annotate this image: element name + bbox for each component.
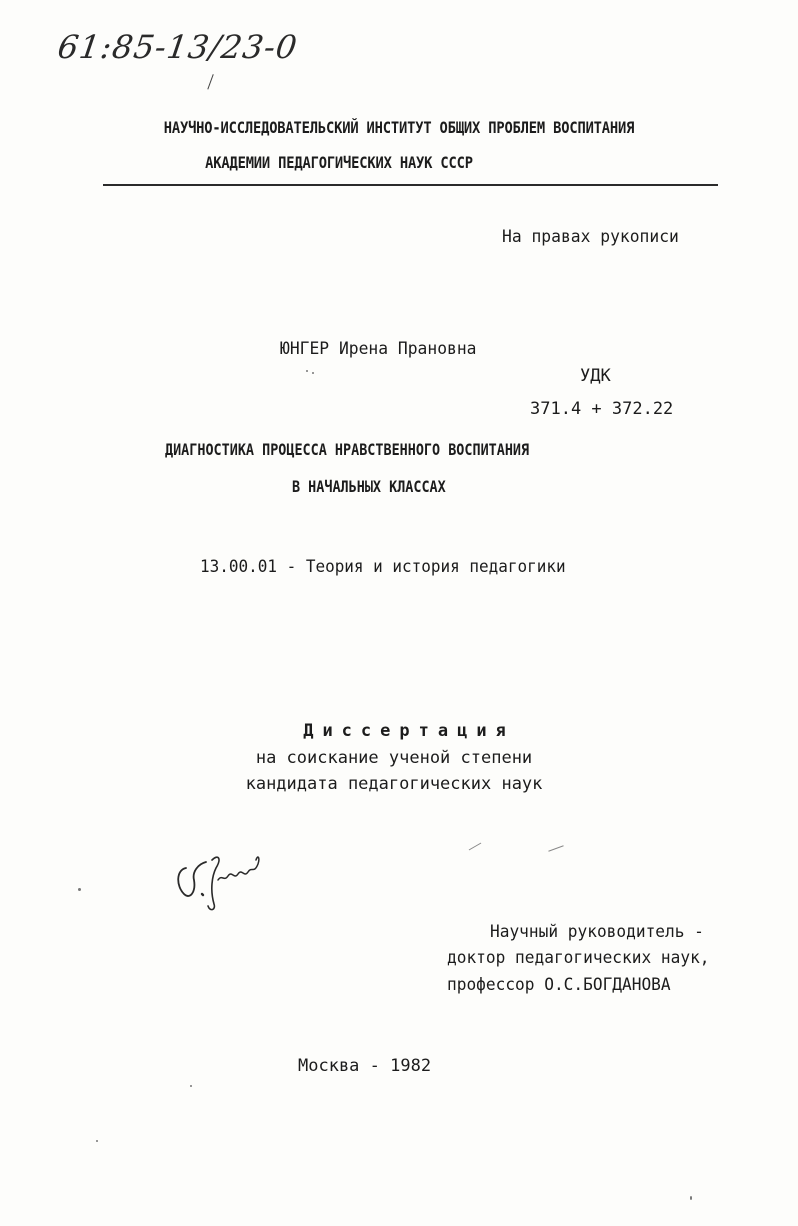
specialty-code: 13.00.01 - Теория и история педагогики	[200, 557, 566, 577]
header-divider	[103, 184, 718, 186]
dissertation-title-line-2: В НАЧАЛЬНЫХ КЛАССАХ	[292, 477, 446, 496]
place-and-year: Москва - 1982	[298, 1056, 432, 1076]
degree-line-1: на соискание ученой степени	[255, 748, 533, 768]
scan-speck	[312, 372, 314, 374]
scan-speck	[306, 370, 308, 372]
scan-speck	[190, 1085, 192, 1087]
institute-name-line-2: АКАДЕМИИ ПЕДАГОГИЧЕСКИХ НАУК СССР	[205, 153, 473, 172]
manuscript-rights-note: На правах рукописи	[502, 227, 679, 247]
udc-code: 371.4 + 372.22	[530, 399, 674, 419]
institute-name-line-1: НАУЧНО-ИССЛЕДОВАТЕЛЬСКИЙ ИНСТИТУТ ОБЩИХ ПРОБЛЕМ ВОСПИТАНИЯ	[163, 118, 635, 137]
archive-mark-tick	[207, 74, 214, 90]
advisor-degree: доктор педагогических наук,	[447, 948, 710, 968]
author-name: ЮНГЕР Ирена Прановна	[280, 339, 477, 359]
udc-label: УДК	[580, 366, 611, 386]
degree-line-2: кандидата педагогических наук	[245, 774, 543, 794]
advisor-role: Научный руководитель -	[490, 922, 704, 942]
dissertation-title-line-1: ДИАГНОСТИКА ПРОЦЕССА НРАВСТВЕННОГО ВОСПИТАНИЯ	[165, 440, 530, 459]
scan-speck	[96, 1140, 98, 1142]
dissertation-heading: Диссертация	[303, 721, 515, 741]
archive-handwritten-mark: 61:85-13/23-0	[55, 28, 301, 66]
scan-speck	[78, 888, 81, 891]
scan-stroke	[469, 843, 482, 851]
scan-speck	[690, 1196, 692, 1200]
scan-stroke	[548, 845, 563, 851]
advisor-name: профессор О.С.БОГДАНОВА	[447, 975, 671, 995]
author-signature	[172, 846, 272, 916]
